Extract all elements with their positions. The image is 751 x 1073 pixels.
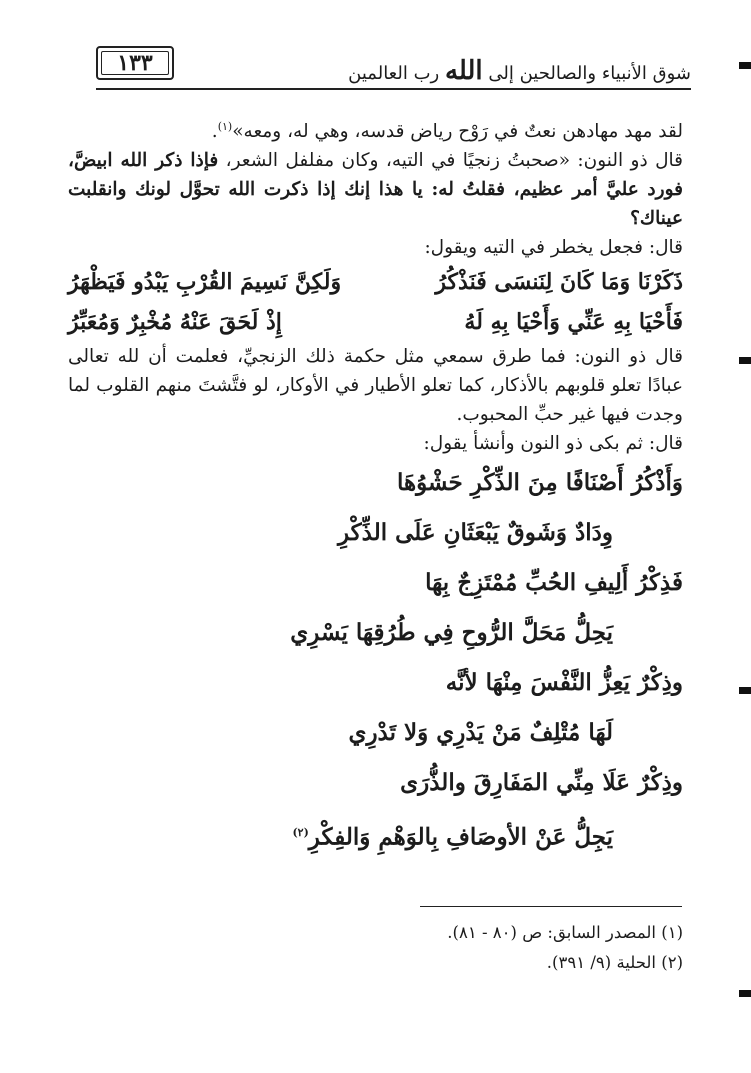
running-title	[348, 56, 691, 86]
paragraph-5	[68, 429, 683, 458]
footnote-ref-1: (١)	[217, 120, 233, 133]
footnotes	[447, 918, 683, 978]
paragraph-2-bold: فإذا ذكر الله ابيضَّ، فورد عليَّ أمر عظيم، فقلتُ له: يا هذا إنك إذا ذكرت الله تحوَّل لونك وانقلبت عيناك؟	[68, 150, 683, 230]
poem-line-7: وذِكْرٌ عَلَا مِنِّي المَفَارِقَ والذُّرَى	[400, 769, 683, 797]
poem-line-1: وَأَذْكُرُ أَصْنَافًا مِنَ الذِّكْرِ حَشْوُهَا	[397, 469, 683, 497]
paragraph-3-text: قال: فجعل يخطر في التيه ويقول:	[424, 237, 683, 259]
page-number-frame	[96, 46, 174, 80]
verse-1-left: وَلَكِنَّ نَسِيمَ القُرْبِ يَبْدُو فَيَظْهَرُ	[68, 269, 342, 296]
poem-line-5: وذِكْرٌ يَعِزُّ النَّفْسَ مِنْهَا لأنَّه	[445, 669, 683, 697]
poem-line-4: يَحِلُّ مَحَلَّ الرُّوحِ فِي طُرُقِهَا يَسْرِي	[290, 619, 613, 647]
paragraph-2-text: قال ذو النون: «صحبتُ زنجيًا في التيه، وكان مفلفل الشعر،	[225, 150, 683, 172]
footnote-1: (١) المصدر السابق: ص (٨٠ - ٨١).	[447, 923, 683, 942]
paragraph-4-text: قال ذو النون: فما طرق سمعي مثل حكمة ذلك الزنجيِّ، فعلمت أن لله تعالى عبادًا تعلو قلوبهم بالأذكار، كما تعلو الأطيار في الأوكار، لو فتَّشتَ منهم القلوب لما وجدت فيها غير حبِّ المحبوب.	[68, 346, 683, 426]
verse-1-right: ذَكَرْنَا وَمَا كَانَ لِنَنسَى فَنَذْكُرُ	[435, 269, 683, 296]
footnote-ref-2: (٢)	[292, 826, 309, 840]
edge-mark	[739, 687, 751, 694]
edge-mark	[739, 990, 751, 997]
header-rule	[96, 88, 691, 90]
page-header	[60, 40, 691, 92]
edge-mark	[739, 357, 751, 364]
paragraph-4	[68, 342, 683, 429]
poem-line-2: وِدَادٌ وَشَوقٌ يَبْعَثَانِ عَلَى الذِّكْرِ	[337, 519, 613, 547]
verse-2-right: فَأَحْيَا بِهِ عَنِّي وَأَحْيَا بِهِ لَهُ	[464, 309, 683, 336]
running-title-start: شوق الأنبياء والصالحين إلى	[488, 63, 691, 84]
footnote-2: (٢) الحلية (٩/ ٣٩١).	[546, 953, 683, 972]
page-number: ١٣٣	[117, 50, 153, 76]
paragraph-1: لقد مهد مهادهن نعتٌ في رَوْح رياض قدسه، وهي له، ومعه»$^{(١)}$.	[211, 120, 683, 143]
poem-line-8	[68, 808, 683, 863]
poem-line-8-text: يَجِلُّ عَنْ الأوصَافِ بِالوَهْمِ وَالفِكْرِ	[308, 823, 613, 851]
verse-line-1	[68, 262, 683, 302]
poem-line-6: لَهَا مُتْلِفٌ مَنْ يَدْرِي وَلا تَدْرِي	[348, 719, 613, 747]
verse-line-2	[68, 302, 683, 342]
paragraph-2	[68, 146, 683, 233]
paragraph-5-text: قال: ثم بكى ذو النون وأنشأ يقول:	[423, 433, 683, 455]
paragraph-3	[68, 233, 683, 262]
edge-mark	[739, 62, 751, 69]
page-body	[68, 112, 683, 863]
footnote-separator	[420, 906, 682, 907]
running-title-end: رب العالمين	[348, 63, 440, 84]
verse-2-left: إِذْ لَحَقَ عَنْهُ مُخْبِرٌ وَمُعَبِّرُ	[68, 309, 282, 336]
allah-calligraphy: الله	[444, 56, 483, 86]
paragraph-1-text: لقد مهد مهادهن نعتٌ في رَوْح رياض قدسه، وهي له، ومعه»	[232, 121, 683, 143]
poem-line-3: فَذِكْرُ أَلِيفِ الحُبِّ مُمْتَزِجٌ بِهَا	[425, 569, 683, 597]
